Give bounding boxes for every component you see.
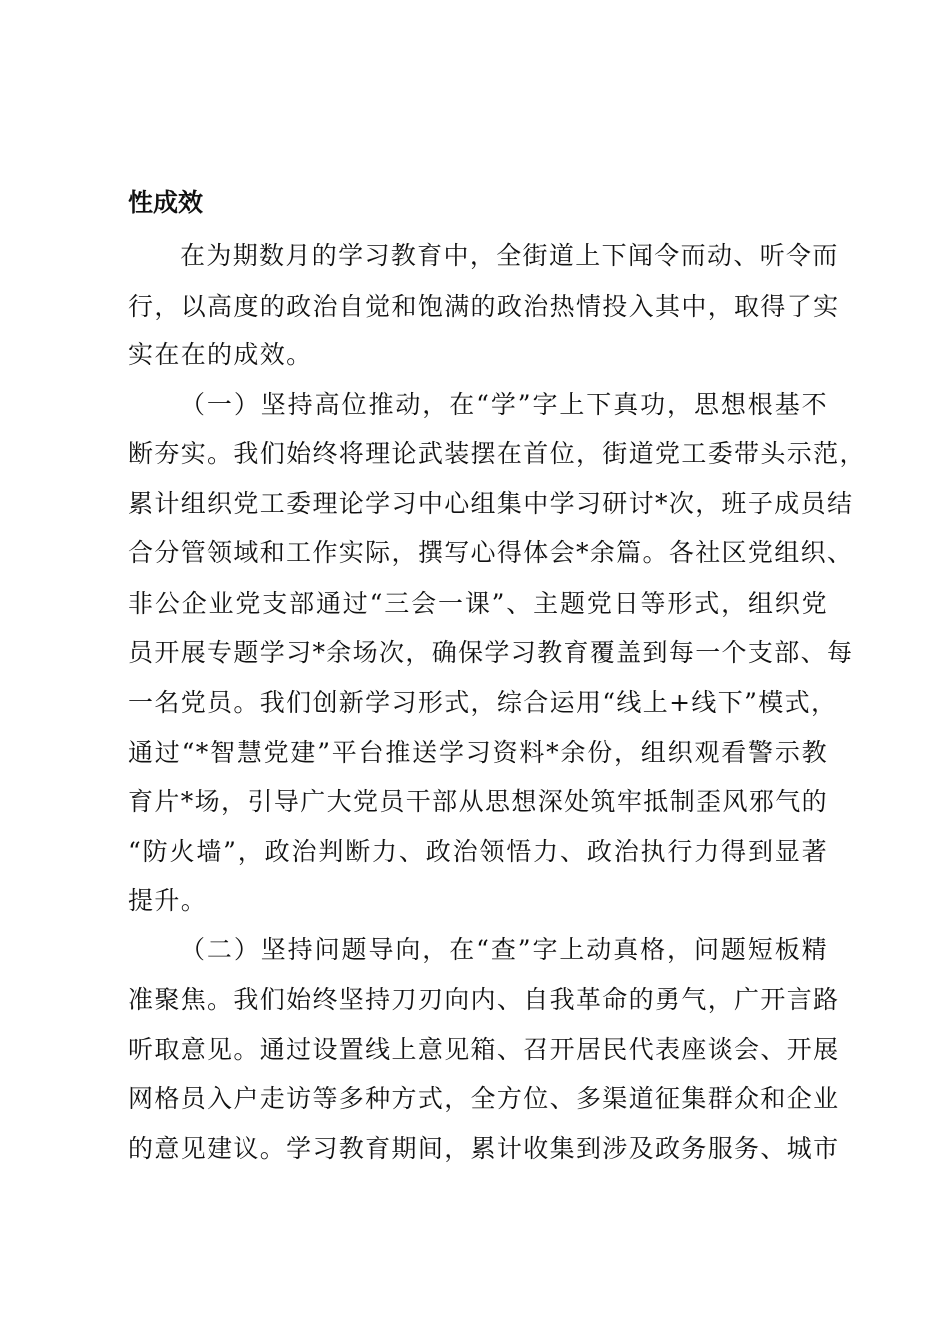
- intro-line-2: 行，以高度的政治自觉和饱满的政治热情投入其中，取得了实: [128, 292, 840, 321]
- section-one-line-8: 通过“*智慧党建”平台推送学习资料*余份，组织观看警示教: [128, 738, 828, 767]
- section-two-line-2: 准聚焦。我们始终坚持刀刃向内、自我革命的勇气，广开言路: [128, 985, 840, 1014]
- section-two-line-4: 网格员入户走访等多种方式，全方位、多渠道征集群众和企业: [128, 1084, 840, 1113]
- section-one-line-3: 累计组织党工委理论学习中心组集中学习研讨*次，班子成员结: [128, 489, 854, 518]
- section-one-line-4: 合分管领域和工作实际，撰写心得体会*余篇。各社区党组织、: [128, 538, 854, 567]
- section-one-line-5: 非公企业党支部通过“三会一课”、主题党日等形式，组织党: [128, 589, 828, 618]
- section-one-line-9: 育片*场，引导广大党员干部从思想深处筑牢抵制歪风邪气的: [128, 787, 828, 816]
- section-one-line-7: 一名党员。我们创新学习形式，综合运用“线上+线下”模式，: [128, 688, 838, 717]
- section-two-line-3: 听取意见。通过设置线上意见箱、召开居民代表座谈会、开展: [128, 1035, 840, 1064]
- section-one-line-10: “防火墙”，政治判断力、政治领悟力、政治执行力得到显著: [128, 837, 828, 866]
- section-heading: 性成效: [128, 188, 204, 217]
- section-one-line-11: 提升。: [128, 886, 208, 915]
- section-two-line-5: 的意见建议。学习教育期间，累计收集到涉及政务服务、城市: [128, 1134, 840, 1163]
- section-one-line-6: 员开展专题学习*余场次，确保学习教育覆盖到每一个支部、每: [128, 638, 854, 667]
- section-one-line-1: （一）坚持高位推动，在“学”字上下真功，思想根基不: [180, 390, 828, 419]
- intro-line-1: 在为期数月的学习教育中，全街道上下闻令而动、听令而: [180, 241, 839, 270]
- section-two-line-1: （二）坚持问题导向，在“查”字上动真格，问题短板精: [180, 935, 828, 964]
- intro-line-3: 实在在的成效。: [128, 340, 313, 369]
- section-one-line-2: 断夯实。我们始终将理论武装摆在首位，街道党工委带头示范，: [128, 439, 866, 468]
